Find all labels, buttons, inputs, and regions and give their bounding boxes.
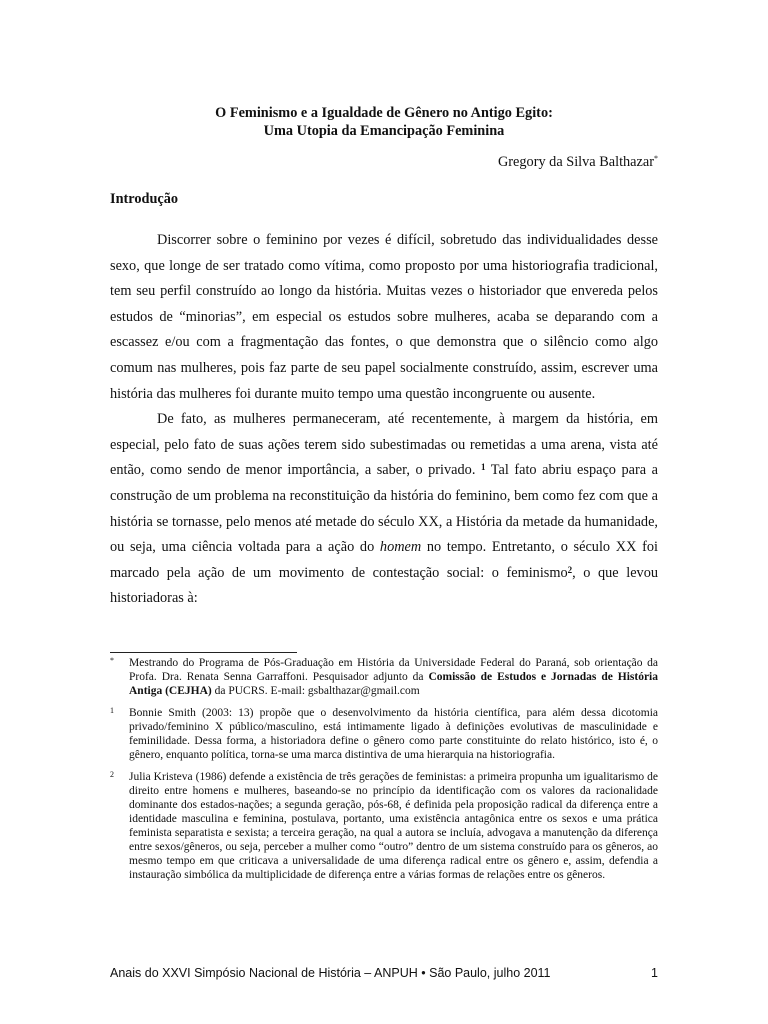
footnote-mark: * [110,656,114,665]
paragraph-2-text-b: Tal fato abriu espaço para a construção de um problema na reconstituição da história do feminino, bem como fez com que a história se tornasse, pelo menos até metade do século XX, a História da metade da humanidade, ou seja, uma ciência voltada para a ação do [110,462,658,556]
footnote-2-text: Julia Kristeva (1986) defende a existência de três gerações de feministas: a primeira propunha um igualitarismo de direito entre homens e mulheres, baseando-se no princípio da identificação com os valores da racionalidade dominante dos estados-nações; a segunda geração, pós-68, é definida pela proposição radical da diferença entre a identidade masculina e feminina, postulava, portanto, uma existência antagônica entre os sexos e uma prática feminista separatista e sexista; a terceira geração, na qual a autora se incluía, advogava a manutenção da diferença entre sexos/gêneros, ou seja, perceber a mulher como “outro” dentro de um sistema construído para os gêneros, ao mesmo tempo em que criticava a universalidade de uma diferença radical entre os gênero e, assim, defendia a instauração simbólica da multiplicidade de diferença entre a várias formas de relações entre os gêneros. [129,771,658,881]
title-line-1: O Feminismo e a Igualdade de Gênero no Antigo Egito: [215,105,553,121]
author-line [498,153,658,171]
paragraph-2-text-a: De fato, as mulheres permaneceram, até recentemente, à margem da história, em especial, pelo fato de suas ações terem sido subestimadas ou remetidas a uma arena, vista até então, como sendo de menor importância, a saber, o privado. [110,411,658,479]
paragraph-1: Discorrer sobre o feminino por vezes é difícil, sobretudo das individualidades desse sexo, que longe de ser tratado como vítima, como proposto por uma historiografia tradicional, tem seu perfil construído ao longo da história. Muitas vezes o historiador que envereda pelos estudos de “minorias”, em especial os estudos sobre mulheres, acaba se deparando com a escassez e/ou com a fragmentação das fontes, o que demonstra que o silêncio como algo comum nas mulheres, pois faz parte de seu papel socialmente construído, assim, escrever uma história das mulheres foi durante muito tempo uma questão incongruente ou ausente. [110,232,658,402]
footnote-author-text-b: da PUCRS. E-mail: gsbalthazar@gmail.com [211,685,420,697]
section-heading: Introdução [110,191,179,207]
paragraph-2-text-d: , o que levou historiadoras à: [110,564,658,607]
body-text [110,228,658,612]
footnote-author [110,656,658,698]
page-number: 1 [651,966,658,980]
author-footnote-mark: * [654,154,658,163]
title-line-2: Uma Utopia da Emancipação Feminina [263,123,505,139]
emphasis-homem: homem [379,539,422,556]
paragraph-2 [110,407,658,612]
footnote-author-text-a: Mestrando do Programa de Pós-Graduação em História da Universidade Federal do Paraná, sob orientação da Profa. Dra. Renata Senna Garraffoni. Pesquisador adjunto da [129,657,658,683]
author-name: Gregory da Silva Balthazar [497,154,654,170]
footnote-1 [110,706,658,762]
footnote-author-bold: Comissão de Estudos e Jornadas de História Antiga (CEJHA) [129,671,658,697]
footer-citation: Anais do XXVI Simpósio Nacional de História – ANPUH • São Paulo, julho 2011 [110,966,551,980]
footnote-2 [110,770,658,882]
paper-title [110,104,658,140]
footnote-ref-1: 1 [480,462,486,473]
footnote-1-text: Bonnie Smith (2003: 13) propõe que o desenvolvimento da história científica, para além dessa dicotomia privado/feminino X público/masculino, está intimamente ligado à definições evolutivas de masculinidade e feminilidade. Dessa forma, a historiadora define o gênero como parte constituinte do relato histórico, isto é, o gênero, enquanto política, torna-se uma marca distintiva de uma hierarquia na historiografia. [129,707,658,761]
footnote-separator [110,652,297,653]
footnotes [110,656,658,890]
paragraph-2-text-c: no tempo. Entretanto, o século XX foi marcado pela ação de um movimento de contestação social: o feminismo [110,539,658,581]
footnote-mark: 2 [110,770,114,779]
footnote-ref-2: 2 [567,564,573,575]
footnote-mark: 1 [110,706,114,715]
